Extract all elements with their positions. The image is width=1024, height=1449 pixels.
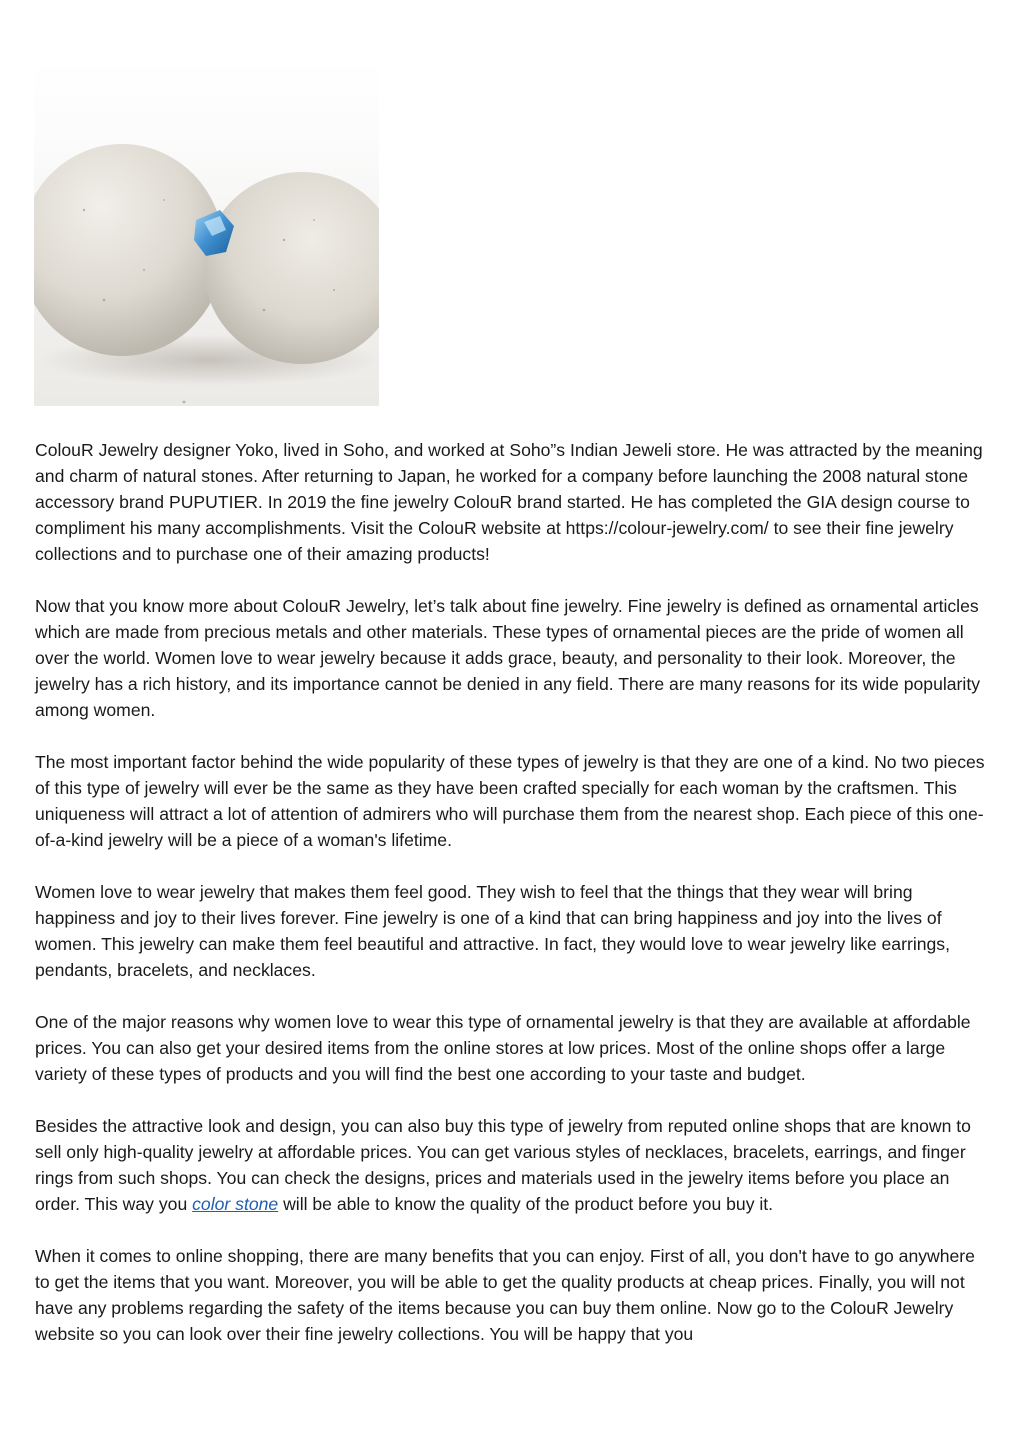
- paragraph-about-designer: ColouR Jewelry designer Yoko, lived in Soho, and worked at Soho”s Indian Jeweli store. He was attracted by the meaning and charm of natural stones. After returning to Japan, he worked for a company before launching the 2008 natural stone accessory brand PUPUTIER. In 2019 the fine jewelry ColouR brand started. He has completed the GIA design course to compliment his many accomplishments. Visit the ColouR website at https://colour-jewelry.com/ to see their fine jewelry collections and to purchase one of their amazing products!: [35, 440, 983, 564]
- product-photo: [34, 60, 379, 406]
- color-stone-link[interactable]: color stone: [192, 1194, 279, 1214]
- paragraph-online-benefits: When it comes to online shopping, there are many benefits that you can enjoy. First of all, you don't have to go anywhere to get the items that you want. Moreover, you will be able to get the quality products at cheap prices. Finally, you will not have any problems regarding the safety of the items because you can buy them online. Now go to the ColouR Jewelry website so you can look over their fine jewelry collections. You will be happy that you: [35, 1246, 975, 1344]
- left-pebble: [34, 144, 224, 356]
- article-body: [35, 437, 993, 1373]
- paragraph-online-shops-text-b: will be able to know the quality of the product before you buy it.: [278, 1194, 774, 1214]
- paragraph-online-shops: [35, 1113, 993, 1217]
- gemstone-photo-icon: [34, 60, 379, 406]
- paragraph-one-of-a-kind: The most important factor behind the wide popularity of these types of jewelry is that they are one of a kind. No two pieces of this type of jewelry will ever be the same as they have been crafted specially for each woman by the craftsmen. This uniqueness will attract a lot of attention of admirers who will purchase them from the nearest shop. Each piece of this one-of-a-kind jewelry will be a piece of a woman's lifetime.: [35, 752, 985, 850]
- paragraph-fine-jewelry: Now that you know more about ColouR Jewelry, let’s talk about fine jewelry. Fine jewelry is defined as ornamental articles which are made from precious metals and other materials. These types of ornamental pieces are the pride of women all over the world. Women love to wear jewelry because it adds grace, beauty, and personality to their look. Moreover, the jewelry has a rich history, and its importance cannot be denied in any field. There are many reasons for its wide popularity among women.: [35, 596, 981, 720]
- paragraph-online-shops-text-a: Besides the attractive look and design, you can also buy this type of jewelry from reputed online shops that are known to sell only high-quality jewelry at affordable prices. You can get various styles of necklaces, bracelets, earrings, and finger rings from such shops. You can check the designs, prices and materials used in the jewelry items before you place an order. This way you: [35, 1116, 971, 1214]
- paragraph-feel-good: Women love to wear jewelry that makes them feel good. They wish to feel that the things that they wear will bring happiness and joy to their lives forever. Fine jewelry is one of a kind that can bring happiness and joy into the lives of women. This jewelry can make them feel beautiful and attractive. In fact, they would love to wear jewelry like earrings, pendants, bracelets, and necklaces.: [35, 882, 950, 980]
- paragraph-affordable: One of the major reasons why women love to wear this type of ornamental jewelry is that they are available at affordable prices. You can also get your desired items from the online stores at low prices. Most of the online shops offer a large variety of these types of products and you will find the best one according to your taste and budget.: [35, 1012, 971, 1084]
